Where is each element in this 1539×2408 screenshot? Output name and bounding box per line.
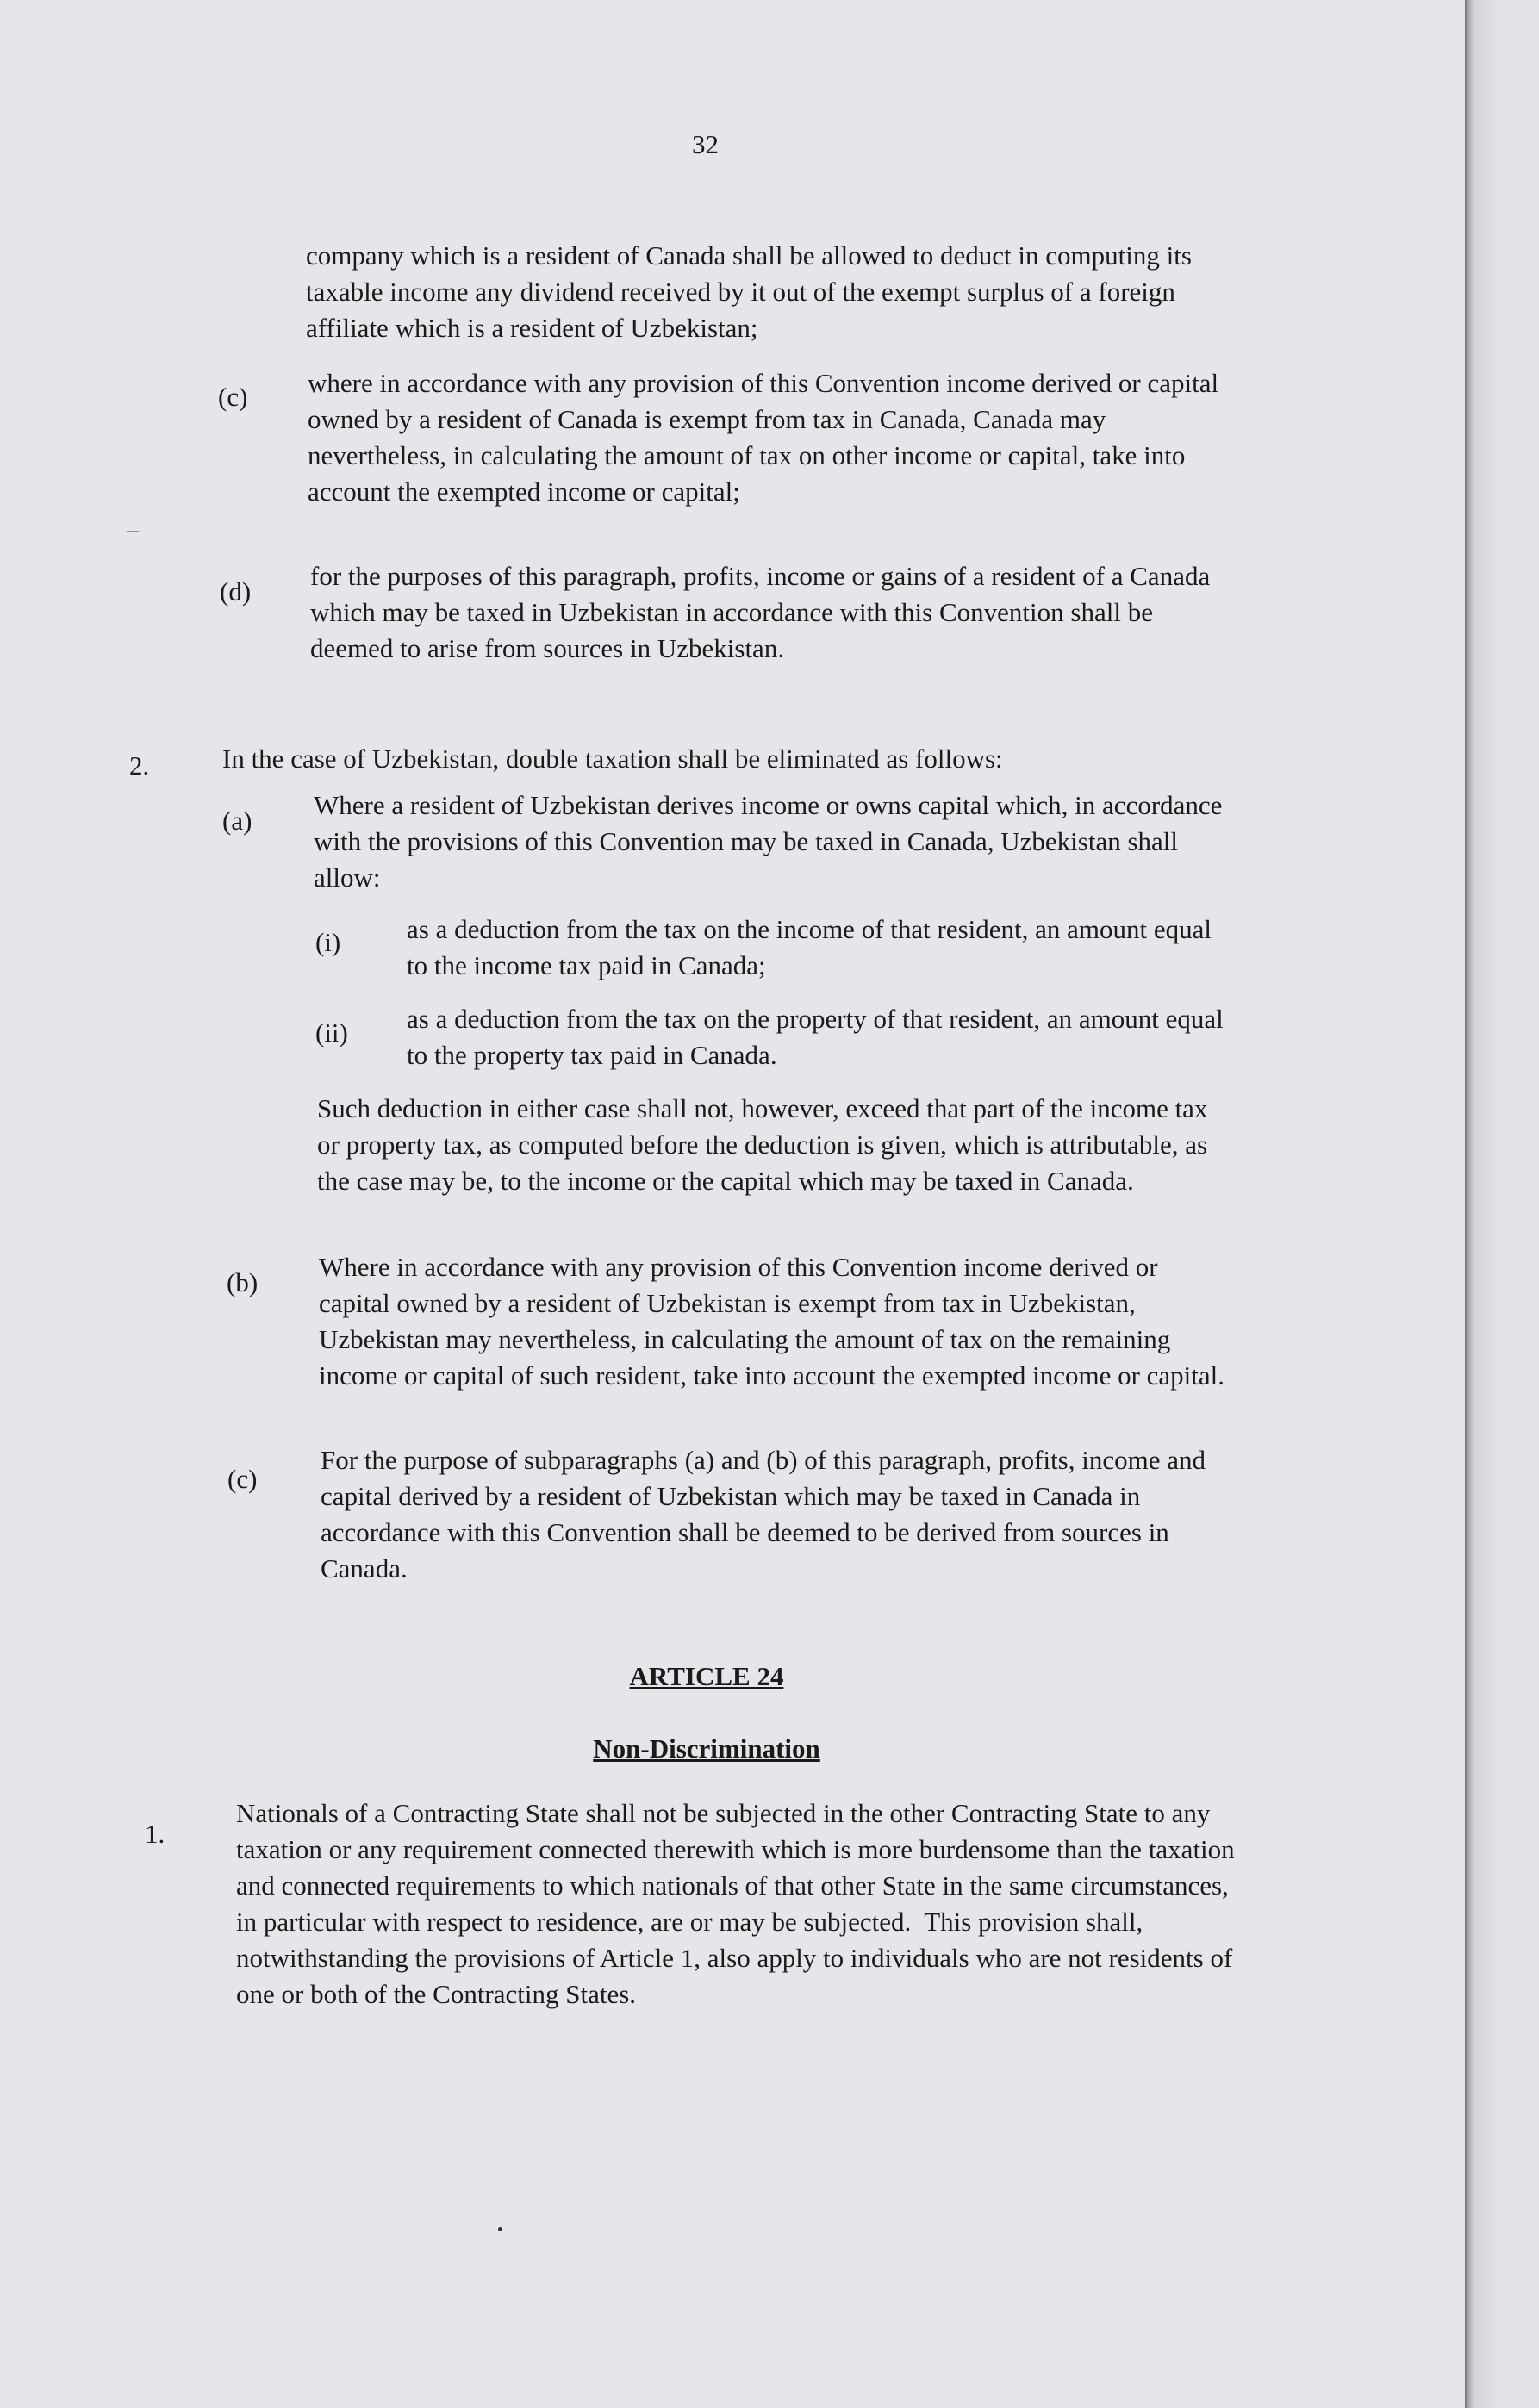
article-heading: ARTICLE 24 (629, 1661, 784, 1691)
subparagraph-2c-label: (c) (227, 1464, 258, 1494)
item-ii-label: (ii) (315, 1017, 348, 1048)
paragraph-continuation: company which is a resident of Canada shall be allowed to deduct in computing its taxable income any dividend received by it out of the exempt surplus of a foreign affiliate which is a resident of Uzbekistan; (306, 240, 1199, 343)
subparagraph-2a-label: (a) (222, 806, 252, 836)
page-edge-shadow (1465, 0, 1539, 2408)
subparagraph-d-text: for the purposes of this paragraph, profits, income or gains of a resident of a Canada which may be taxed in Uzbekistan in accordance with this Convention shall be deemed to arise from sources in Uzbekistan. (310, 561, 1217, 663)
subparagraph-2a-tail: Such deduction in either case shall not, however, exceed that part of the income tax or property tax, as computed before the deduction is given, which is attributable, as the case may be, to the income or the capital which may be taxed in Canada. (317, 1093, 1215, 1196)
page-number: 32 (692, 129, 719, 159)
item-i-label: (i) (315, 927, 341, 957)
item-ii-text: as a deduction from the tax on the property of that resident, an amount equal to the property tax paid in Canada. (407, 1004, 1231, 1070)
subparagraph-2b-text: Where in accordance with any provision of this Convention income derived or capital owned by a resident of Uzbekistan is exempt from tax in Uzbekistan, Uzbekistan may nevertheless, in calculating the amount of tax on the remaining income or capital of such resident, take into account the exempted income or capital. (319, 1252, 1225, 1391)
paragraph-2-text: In the case of Uzbekistan, double taxation shall be eliminated as follows: (222, 744, 1003, 774)
subparagraph-c-label: (c) (218, 382, 248, 412)
subparagraph-c-text: where in accordance with any provision of this Convention income derived or capital owned by a resident of Canada is exempt from tax in Canada, Canada may nevertheless, in calculating the amount of tax on other income or capital, take into account the exempted income or capital; (308, 368, 1225, 507)
subparagraph-2a-text: Where a resident of Uzbekistan derives income or owns capital which, in accordance with the provisions of this Convention may be taxed in Canada, Uzbekistan shall allow: (314, 790, 1230, 893)
article-title: Non-Discrimination (593, 1733, 820, 1764)
margin-mark: – (127, 517, 139, 544)
article-24-para-1-text: Nationals of a Contracting State shall not be subjected in the other Contracting State to any taxation or any requirement connected therewith which is more burdensome than the taxation and connected requirements to which nationals of that other State in the same circumstances, in particular with respect to residence, are or may be subjected. This provision shall, notwithstanding the provisions of Article 1, also apply to individuals who are not residents of one or both of the Contracting States. (236, 1798, 1242, 2009)
article-24-para-1-label: 1. (145, 1819, 165, 1849)
paragraph-2-label: 2. (129, 750, 150, 781)
item-i-text: as a deduction from the tax on the income of that resident, an amount equal to the income tax paid in Canada; (407, 914, 1218, 980)
subparagraph-2c-text: For the purpose of subparagraphs (a) and (b) of this paragraph, profits, income and capital derived by a resident of Uzbekistan which may be taxed in Canada in accordance with this Convention shall be deemed to be derived from sources in Canada. (321, 1445, 1212, 1584)
subparagraph-2b-label: (b) (227, 1267, 259, 1297)
subparagraph-d-label: (d) (220, 576, 252, 607)
stray-mark (498, 2227, 502, 2231)
